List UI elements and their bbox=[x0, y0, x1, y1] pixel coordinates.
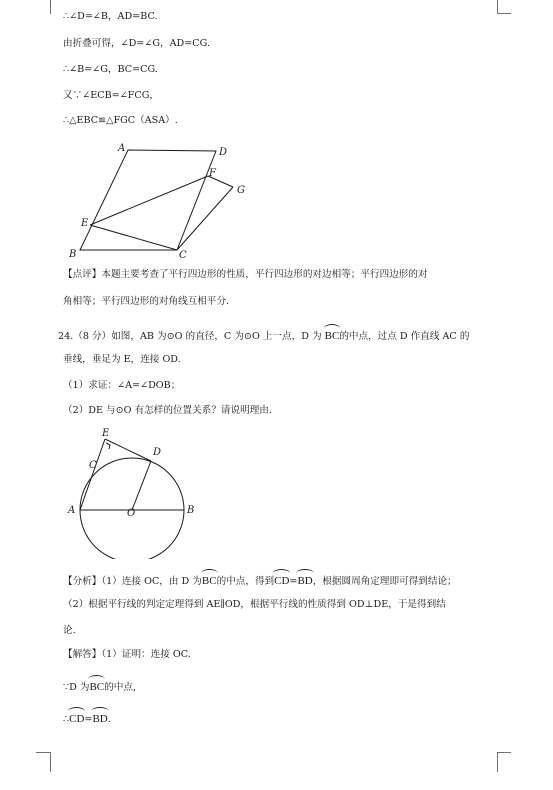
q24-part-2: （2）DE 与⊙O 有怎样的位置关系？请说明理由. bbox=[63, 405, 272, 416]
label-b2: B bbox=[187, 505, 195, 516]
q24-part-1: （1）求证：∠A=∠DOB； bbox=[63, 380, 181, 391]
line-ae bbox=[80, 439, 105, 510]
arc-bc-3: BC bbox=[89, 677, 104, 694]
segment-od bbox=[132, 461, 151, 510]
segment-ec bbox=[90, 225, 177, 250]
crop-mark-top-left bbox=[50, 0, 51, 14]
proof-line-2: 由折叠可得，∠D=∠G，AD=CG. bbox=[63, 38, 210, 49]
label-e: E bbox=[81, 218, 89, 229]
solution-line-1: 【解答】（1）证明：连接 OC. bbox=[63, 649, 191, 660]
q24-line-2: 垂线，垂足为 E，连接 OD. bbox=[63, 354, 181, 365]
label-f: F bbox=[209, 168, 216, 179]
label-o2: O bbox=[127, 508, 136, 519]
arc-bc: BC bbox=[325, 326, 340, 343]
arc-bd-2: BD bbox=[92, 709, 107, 726]
segment-gc bbox=[177, 187, 233, 250]
crop-mark-bottom-right-h bbox=[497, 752, 511, 753]
label-g: G bbox=[237, 185, 245, 196]
arc-cd: CD bbox=[274, 571, 289, 588]
analysis-line-3: 论. bbox=[63, 625, 76, 636]
right-angle-mark bbox=[106, 443, 110, 449]
label-a: A bbox=[118, 143, 126, 154]
label-d2: D bbox=[153, 447, 162, 458]
solution-line-2: ∵D 为BC的中点， bbox=[63, 677, 143, 695]
analysis-line-2: （2）根据平行线的判定定理得到 AE∥OD，根据平行线的性质得到 OD⊥DE，于是得到结 bbox=[63, 599, 446, 610]
q24-line-1: 24.（8 分）如图，AB 为⊙O 的直径，C 为⊙O 上一点，D 为 BC的中点，过点 D 作直线 AC 的 bbox=[58, 326, 469, 344]
parallelogram-figure bbox=[60, 138, 260, 263]
label-e2: E bbox=[102, 428, 110, 439]
arc-bc-2: BC bbox=[202, 571, 217, 588]
analysis-line-1: 【分析】（1）连接 OC，由 D 为BC的中点，得到CD=BD，根据圆周角定理即可得到结论； bbox=[63, 571, 457, 589]
crop-mark-top-right bbox=[497, 0, 498, 14]
crop-mark-bottom-right bbox=[497, 752, 498, 772]
crop-mark-bottom-left-h bbox=[36, 752, 51, 753]
proof-line-4: 又∵∠ECB=∠FCG， bbox=[63, 90, 159, 101]
crop-mark-top-right-h bbox=[497, 13, 511, 14]
proof-line-5: ∴△EBC≌△FGC（ASA）. bbox=[63, 115, 178, 126]
label-d: D bbox=[219, 147, 228, 158]
label-c2: C bbox=[89, 460, 97, 471]
label-c: C bbox=[179, 250, 187, 261]
circle-figure bbox=[62, 424, 202, 559]
crop-mark-bottom-left bbox=[50, 752, 51, 772]
proof-line-3: ∴∠B=∠G，BC=CG. bbox=[63, 64, 158, 75]
proof-line-1: ∴∠D=∠B，AD=BC. bbox=[63, 11, 158, 22]
segment-ef bbox=[90, 176, 208, 225]
label-a2: A bbox=[68, 505, 76, 516]
arc-cd-2: CD bbox=[69, 709, 84, 726]
parallelogram-abcd bbox=[80, 150, 216, 250]
solution-line-3: ∴CD=BD. bbox=[63, 709, 111, 727]
arc-bd: BD bbox=[297, 571, 312, 588]
comment-line-2: 角相等；平行四边形的对角线互相平分. bbox=[63, 296, 230, 307]
comment-line-1: 【点评】本题主要考查了平行四边形的性质，平行四边形的对边相等；平行四边形的对 bbox=[63, 269, 428, 280]
label-b: B bbox=[69, 249, 77, 260]
